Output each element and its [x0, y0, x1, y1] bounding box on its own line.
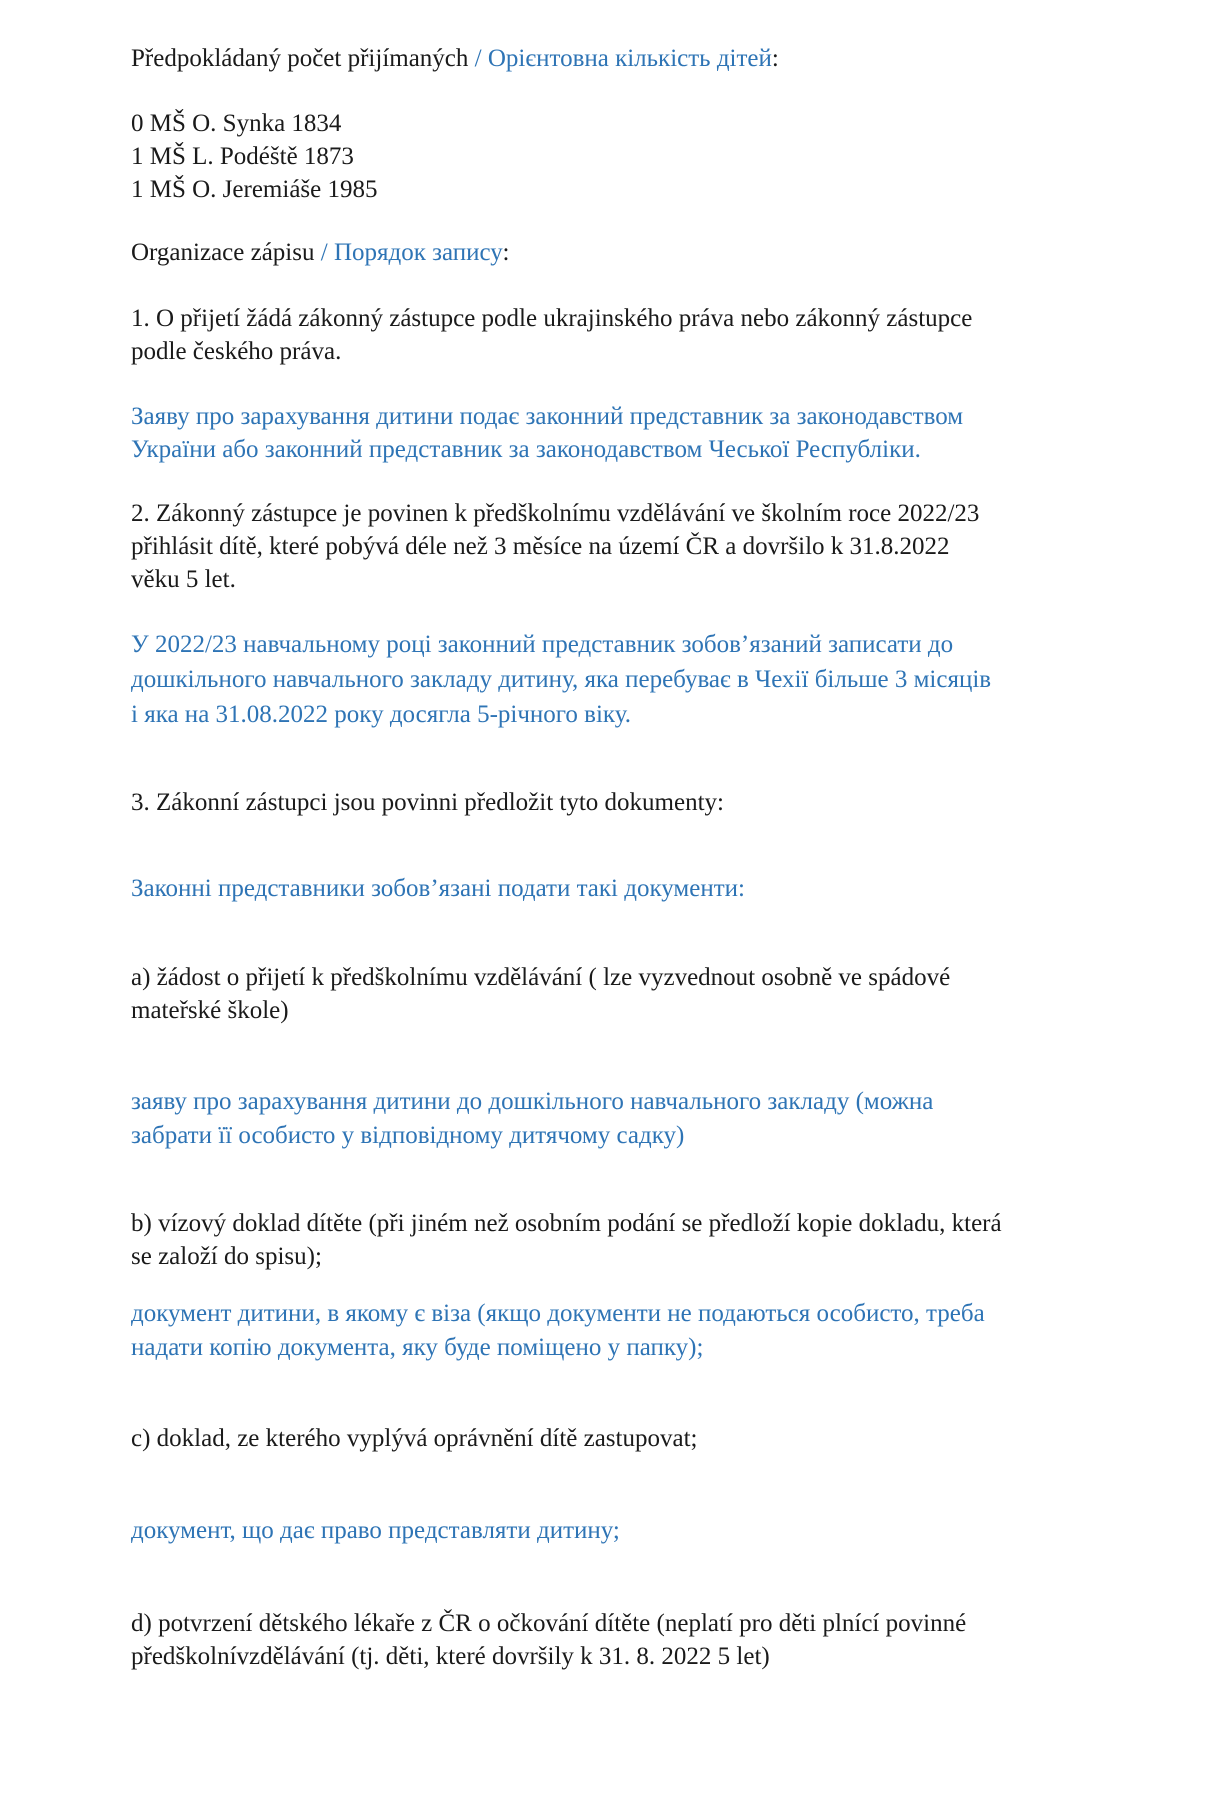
text-line: b) vízový doklad dítěte (při jiném než osobním podání se předloží kopie dokladu, která: [131, 1210, 1002, 1237]
text-line: 3. Zákonní zástupci jsou povinni předložit tyto dokumenty:: [131, 789, 724, 816]
text-line: Законні представники зобов’язані подати такі документи:: [131, 875, 745, 902]
capacity-heading-cz: Předpokládaný počet přijímaných: [131, 45, 469, 72]
capacity-heading-uk: Орієнтовна кількість дітей: [487, 45, 772, 72]
organization-heading-uk: Порядок запису: [333, 239, 503, 266]
text-line: документ, що дає право представляти дитину;: [131, 1517, 620, 1544]
item-b-cz: [131, 1207, 1121, 1273]
school-item: 0 MŠ O. Synka 1834: [131, 110, 342, 137]
school-item: 1 MŠ O. Jeremiáše 1985: [131, 176, 378, 203]
item-c-uk: [131, 1514, 1121, 1547]
capacity-heading-separator: /: [468, 45, 488, 72]
item-2-cz: [131, 497, 1121, 596]
text-line: України або законний представник за законодавством Чеської Республіки.: [131, 436, 921, 463]
organization-heading: [131, 236, 1121, 269]
capacity-heading-colon: :: [771, 45, 779, 72]
text-line: Заяву про зарахування дитини подає законний представник за законодавством: [131, 403, 964, 430]
text-line: se založí do spisu);: [131, 1243, 322, 1270]
item-c-cz: [131, 1422, 1121, 1455]
item-1-cz: [131, 302, 1121, 368]
text-line: документ дитини, в якому є віза (якщо документи не подаються особисто, треба: [131, 1300, 985, 1327]
text-line: і яка на 31.08.2022 року досягла 5-річного віку.: [131, 701, 631, 728]
text-line: mateřské škole): [131, 997, 289, 1024]
organization-heading-cz: Organizace zápisu: [131, 239, 315, 266]
text-line: надати копію документа, яку буде поміщено у папку);: [131, 1334, 704, 1361]
text-line: забрати її особисто у відповідному дитячому садку): [131, 1122, 685, 1149]
item-3-cz: [131, 786, 1121, 819]
item-2-uk: [131, 627, 1121, 732]
schools-list: [131, 107, 1121, 206]
item-a-uk: [131, 1085, 1121, 1153]
item-d-cz: [131, 1607, 1121, 1673]
text-line: заяву про зарахування дитини до дошкільного навчального закладу (можна: [131, 1088, 934, 1115]
text-line: přihlásit dítě, které pobývá déle než 3 měsíce na území ČR a dovršilo k 31.8.2022: [131, 533, 950, 560]
text-line: a) žádost o přijetí k předškolnímu vzdělávání ( lze vyzvednout osobně ve spádové: [131, 964, 951, 991]
item-1-uk: [131, 400, 1121, 466]
item-b-uk: [131, 1297, 1121, 1365]
text-line: předškolnívzdělávání (tj. děti, které dovršily k 31. 8. 2022 5 let): [131, 1643, 770, 1670]
text-line: podle českého práva.: [131, 338, 342, 365]
text-line: c) doklad, ze kterého vyplývá oprávnění dítě zastupovat;: [131, 1425, 698, 1452]
text-line: 1. O přijetí žádá zákonný zástupce podle ukrajinského práva nebo zákonný zástupce: [131, 305, 973, 332]
item-a-cz: [131, 961, 1121, 1027]
text-line: дошкільного навчального закладу дитину, яка перебуває в Чехії більше 3 місяців: [131, 666, 992, 693]
capacity-heading: [131, 42, 1121, 75]
text-line: 2. Zákonný zástupce je povinen k předškolnímu vzdělávání ve školním roce 2022/23: [131, 500, 980, 527]
school-item: 1 MŠ L. Podéště 1873: [131, 143, 354, 170]
text-line: У 2022/23 навчальному році законний представник зобов’язаний записати до: [131, 631, 954, 658]
organization-heading-colon: :: [502, 239, 510, 266]
organization-heading-separator: /: [314, 239, 334, 266]
item-3-uk: [131, 872, 1121, 905]
text-line: d) potvrzení dětského lékaře z ČR o očkování dítěte (neplatí pro děti plnící povinné: [131, 1610, 967, 1637]
text-line: věku 5 let.: [131, 566, 236, 593]
